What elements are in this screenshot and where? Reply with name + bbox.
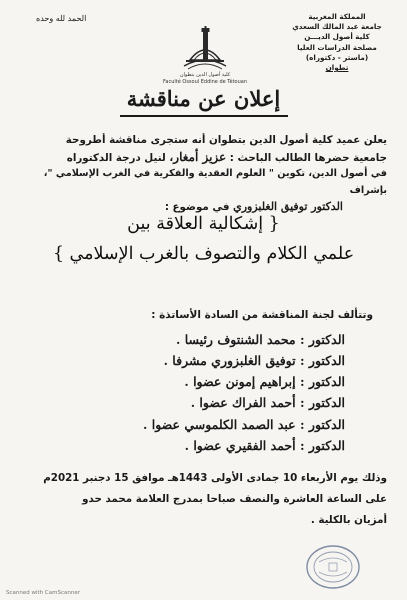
supervisor-name: الدكتور توفيق الغلبزوري: [233, 200, 343, 214]
emblem-caption-arabic: كلية أصول الدين بتطوان: [179, 72, 231, 78]
schedule-line: أمزيان بالكلية .: [310, 514, 387, 526]
emblem-caption: [160, 72, 250, 85]
header-line: تطوان: [325, 63, 349, 73]
announcement-line: يعلن عميد كلية أصول الدين بتطوان أنه ستجرى مناقشة أطروحة: [65, 134, 387, 146]
committee-member: الدكتور : إبراهيم إمونن عضوا .: [184, 374, 345, 389]
schedule-paragraph: [17, 468, 387, 531]
faculty-emblem-icon: [176, 26, 234, 70]
thesis-title-line: علمي الكلام والتصوف بالغرب الإسلامي }: [52, 244, 355, 264]
page-title: إعلان عن مناقشة: [126, 86, 281, 111]
announcement-line: [17, 149, 387, 167]
header-line: (ماستر - دكتوراه): [305, 52, 369, 62]
schedule-line: وذلك يوم الأربعاء 10 جمادى الأولى 1443هـ موافق 15 دجنبر 2021م: [43, 472, 387, 484]
committee-member: الدكتور : أحمد الفقيري عضوا .: [184, 438, 345, 453]
announcement-paragraph: [17, 132, 387, 216]
announcement-text: ، لنيل درجة الدكتوراه: [66, 151, 174, 164]
committee-member: الدكتور : محمد الشنتوف رئيسا .: [176, 332, 345, 347]
basmala: الحمد لله وحده: [36, 14, 87, 23]
committee-member: الدكتور : أحمد الفراك عضوا .: [190, 395, 345, 410]
announcement-text: في موضوع :: [164, 201, 234, 214]
committee-member: الدكتور : توفيق الغلبزوري مشرفا .: [163, 353, 345, 368]
thesis-title-line: { إشكالية العلاقة بين: [127, 214, 280, 234]
header-line: جامعة عبد المالك السعدي: [292, 22, 382, 32]
announcement-text: جامعية حضرها الطالب الباحث :: [226, 151, 387, 164]
committee-member: الدكتور : عبد الصمد الكلموسي عضوا .: [143, 417, 345, 432]
emblem-caption-latin: Faculté Ossoul Eddine de Tétouan: [162, 78, 248, 85]
title-underline: [120, 115, 288, 117]
committee-heading: وتتألف لجنة المناقشة من السادة الأساتذة :: [151, 309, 373, 321]
header-line: المملكة المغربية: [308, 12, 366, 21]
schedule-line: على الساعة العاشرة والنصف صباحا بمدرج العلامة محمد حدو: [82, 493, 387, 505]
student-name: عزيز أمغار: [173, 149, 227, 164]
scanner-watermark: Scanned with CamScanner: [6, 590, 80, 596]
header-line: مصلحة الدراسات العليا: [297, 42, 377, 52]
announcement-line: في أصول الدين، تكوين " العلوم العقدية والفكرية في الغرب الإسلامي "، بإشراف: [43, 168, 387, 196]
institution-header: [281, 12, 393, 73]
official-stamp-icon: [305, 544, 361, 590]
header-line: كلية أصول الديـــن: [304, 32, 370, 42]
